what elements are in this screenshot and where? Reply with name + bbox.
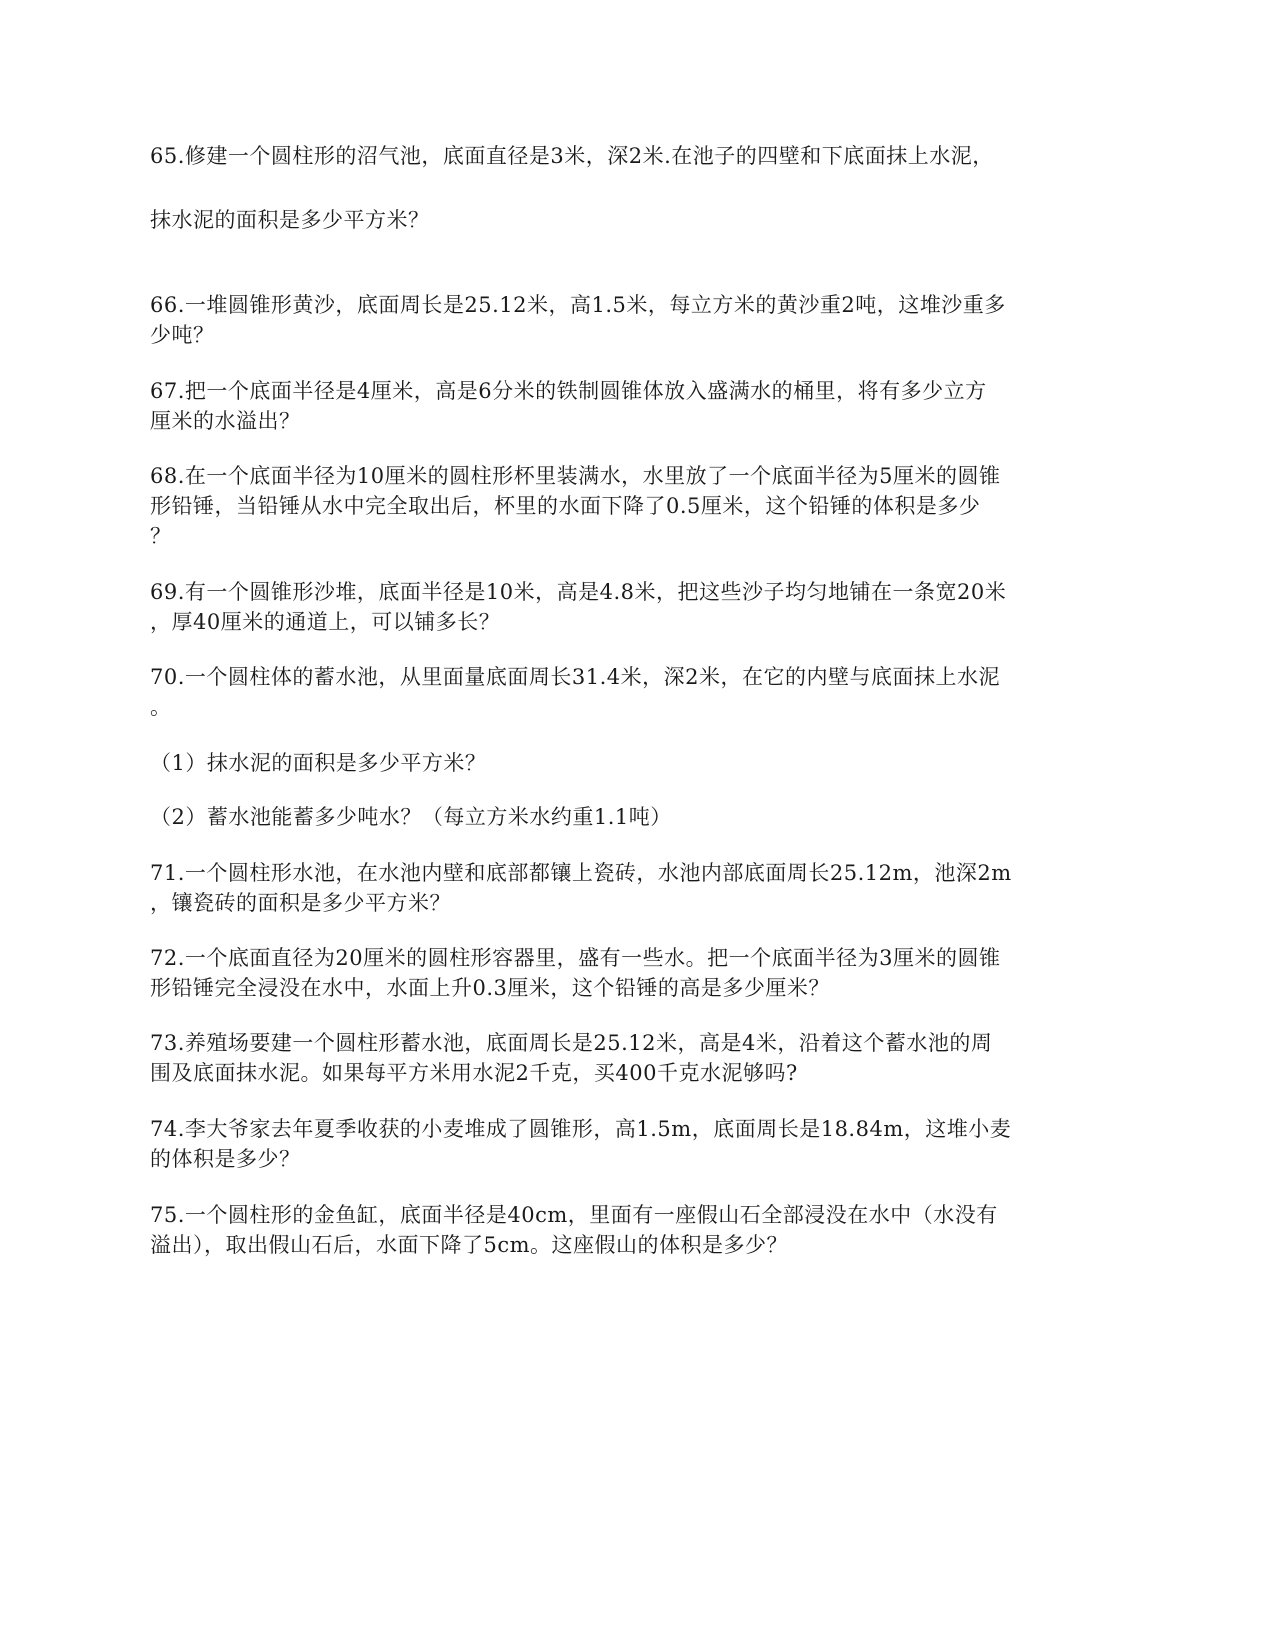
problem-75-line-1: 75.一个圆柱形的金鱼缸，底面半径是40cm，里面有一座假山石全部浸没在水中（水没有 bbox=[150, 1203, 998, 1227]
problem-70-subquestion-1: （1）抹水泥的面积是多少平方米？ bbox=[150, 751, 487, 775]
problem-73-line-1: 73.养殖场要建一个圆柱形蓄水池，底面周长是25.12米，高是4米，沿着这个蓄水池的周 bbox=[150, 1031, 993, 1055]
problem-66-line-2: 少吨？ bbox=[150, 323, 215, 347]
problem-74-line-1: 74.李大爷家去年夏季收获的小麦堆成了圆锥形，高1.5m，底面周长是18.84m，这堆小麦 bbox=[150, 1117, 1012, 1141]
problem-71-line-2: ，镶瓷砖的面积是多少平方米？ bbox=[150, 891, 451, 915]
problem-72-line-2: 形铅锤完全浸没在水中，水面上升0.3厘米，这个铅锤的高是多少厘米？ bbox=[150, 976, 830, 1000]
problem-65-line-1: 65.修建一个圆柱形的沼气池，底面直径是3米，深2米.在池子的四壁和下底面抹上水泥， bbox=[150, 144, 994, 168]
problem-68-line-3: ？ bbox=[150, 524, 172, 548]
problem-74-line-2: 的体积是多少？ bbox=[150, 1147, 301, 1171]
problem-69-line-2: ，厚40厘米的通道上，可以铺多长？ bbox=[150, 610, 501, 634]
problem-70-line-2: 。 bbox=[150, 695, 172, 719]
problem-66-line-1: 66.一堆圆锥形黄沙，底面周长是25.12米，高1.5米，每立方米的黄沙重2吨，这堆沙重多 bbox=[150, 293, 1006, 317]
problem-70-line-1: 70.一个圆柱体的蓄水池，从里面量底面周长31.4米，深2米，在它的内壁与底面抹上水泥 bbox=[150, 665, 1001, 689]
problem-72-line-1: 72.一个底面直径为20厘米的圆柱形容器里，盛有一些水。把一个底面半径为3厘米的圆锥 bbox=[150, 946, 1001, 970]
problem-65-line-2: 抹水泥的面积是多少平方米？ bbox=[150, 208, 430, 232]
problem-75-line-2: 溢出），取出假山石后，水面下降了5cm。这座假山的体积是多少？ bbox=[150, 1233, 789, 1257]
problem-67-line-1: 67.把一个底面半径是4厘米，高是6分米的铁制圆锥体放入盛满水的桶里，将有多少立方 bbox=[150, 379, 987, 403]
problem-67-line-2: 厘米的水溢出？ bbox=[150, 409, 301, 433]
problem-68-line-2: 形铅锤，当铅锤从水中完全取出后，杯里的水面下降了0.5厘米，这个铅锤的体积是多少 bbox=[150, 494, 981, 518]
problem-70-subquestion-2: （2）蓄水池能蓄多少吨水？（每立方米水约重1.1吨） bbox=[150, 805, 672, 829]
problem-68-line-1: 68.在一个底面半径为10厘米的圆柱形杯里装满水，水里放了一个底面半径为5厘米的圆锥 bbox=[150, 464, 1001, 488]
problem-71-line-1: 71.一个圆柱形水池，在水池内壁和底部都镶上瓷砖，水池内部底面周长25.12m，池深2m bbox=[150, 861, 1012, 885]
problem-69-line-1: 69.有一个圆锥形沙堆，底面半径是10米，高是4.8米，把这些沙子均匀地铺在一条宽20米 bbox=[150, 580, 1007, 604]
problem-73-line-2: 围及底面抹水泥。如果每平方米用水泥2千克，买400千克水泥够吗? bbox=[150, 1061, 798, 1085]
